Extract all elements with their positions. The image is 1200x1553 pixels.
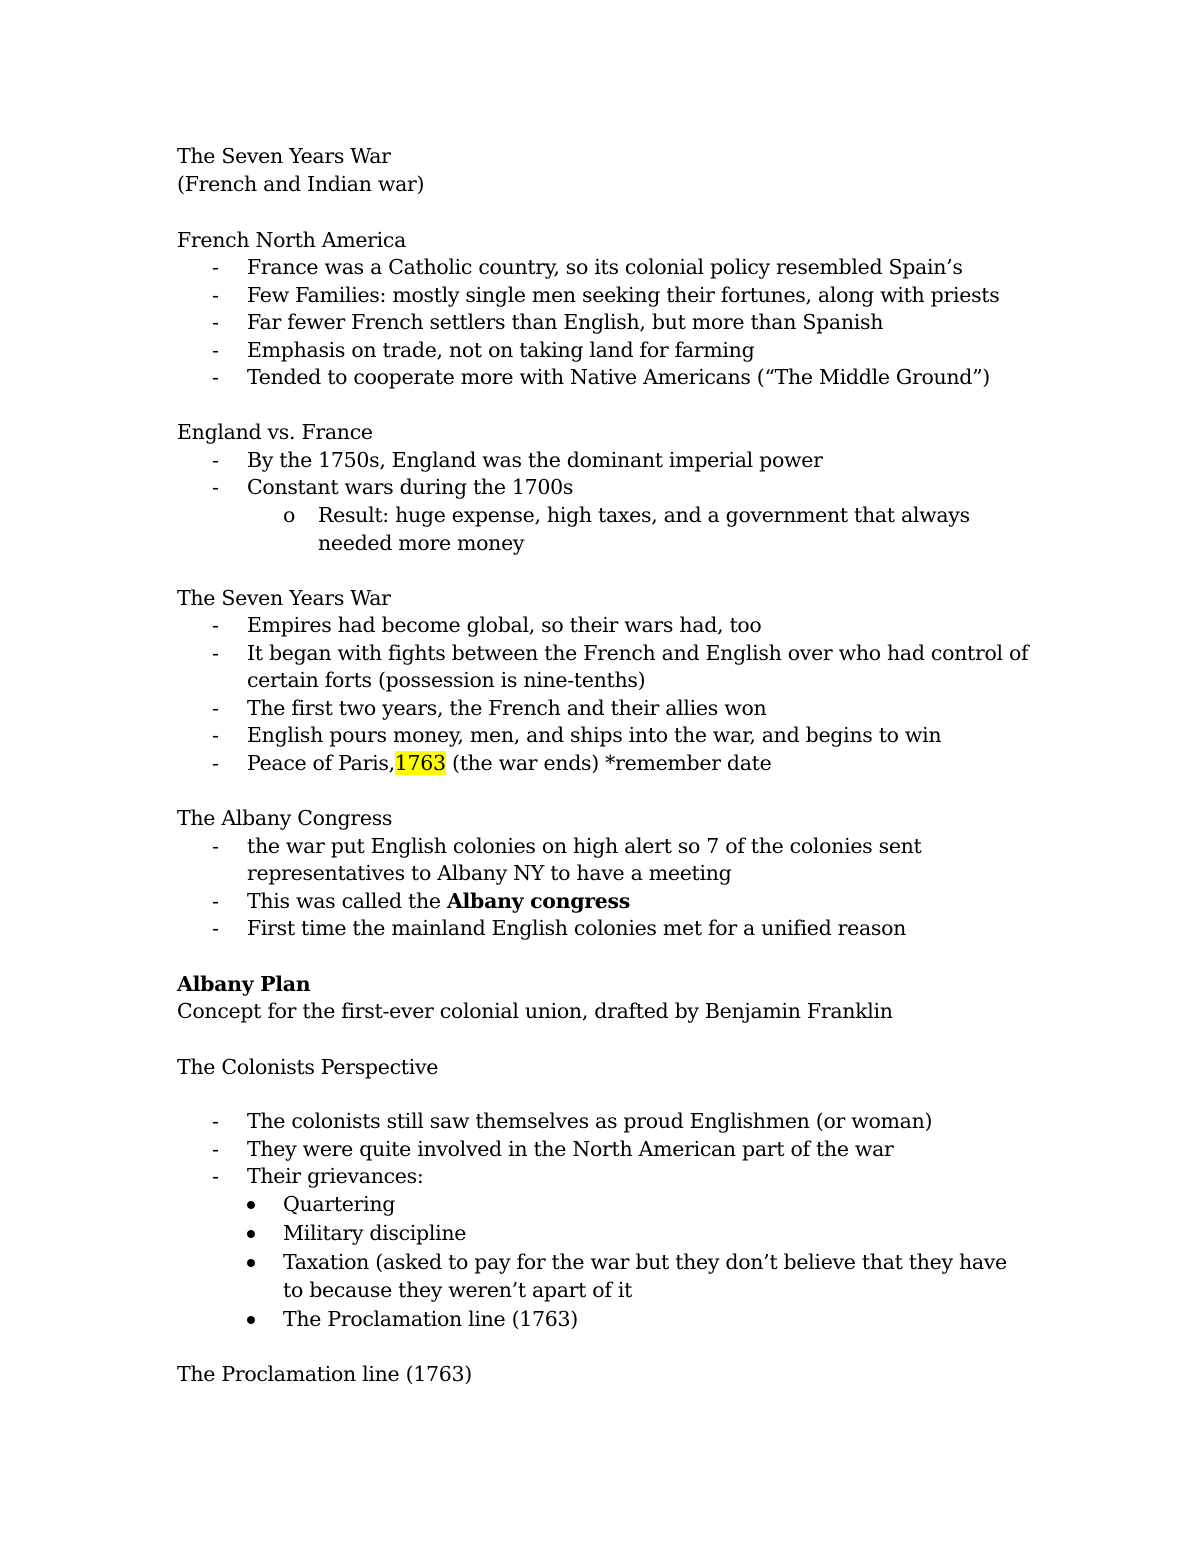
peace-suffix: (the war ends) *remember date xyxy=(445,751,772,775)
dash-marker: - xyxy=(212,834,219,858)
bullet-marker xyxy=(247,1230,255,1238)
section-heading-seven-years-war: The Seven Years War xyxy=(177,586,391,610)
bullet-item-text: Taxation (asked to pay for the war but they don’t believe that they have xyxy=(283,1250,1007,1274)
dash-marker: - xyxy=(212,613,219,637)
bullet-marker xyxy=(247,1201,255,1209)
section-heading-french-north-america: French North America xyxy=(177,228,407,252)
bullet-item-text: The Proclamation line (1763) xyxy=(283,1307,578,1331)
list-item-text xyxy=(247,749,771,777)
dash-marker: - xyxy=(212,1137,219,1161)
list-item-text-continued: representatives to Albany NY to have a meeting xyxy=(247,861,732,885)
dash-marker: - xyxy=(212,1109,219,1133)
dash-marker: - xyxy=(212,1164,219,1188)
list-item-text: Constant wars during the 1700s xyxy=(247,475,574,499)
dash-marker: - xyxy=(212,723,219,747)
bullet-item-text: Military discipline xyxy=(283,1221,467,1245)
list-item-text: Few Families: mostly single men seeking their fortunes, along with priests xyxy=(247,283,1000,307)
bold-term: Albany congress xyxy=(446,889,631,913)
dash-marker: - xyxy=(212,448,219,472)
document-subtitle: (French and Indian war) xyxy=(177,172,425,196)
list-item-text: Empires had become global, so their wars had, too xyxy=(247,613,762,637)
dash-marker: - xyxy=(212,696,219,720)
list-item-text: The first two years, the French and their allies won xyxy=(247,696,767,720)
highlighted-date: 1763 xyxy=(394,751,446,775)
list-item-text: They were quite involved in the North American part of the war xyxy=(247,1137,894,1161)
dash-marker: - xyxy=(212,916,219,940)
list-item-text: Their grievances: xyxy=(247,1164,424,1188)
dash-marker: - xyxy=(212,751,219,775)
circle-marker: o xyxy=(283,503,296,527)
section-heading-colonists-perspective: The Colonists Perspective xyxy=(177,1055,439,1079)
dash-marker: - xyxy=(212,475,219,499)
list-item-text: English pours money, men, and ships into the war, and begins to win xyxy=(247,723,942,747)
dash-marker: - xyxy=(212,338,219,362)
list-item-text: By the 1750s, England was the dominant imperial power xyxy=(247,448,823,472)
list-item-text: Tended to cooperate more with Native Americans (“The Middle Ground”) xyxy=(247,365,991,389)
list-item-text: Emphasis on trade, not on taking land for farming xyxy=(247,338,755,362)
list-item-text xyxy=(247,887,630,915)
bullet-marker xyxy=(247,1259,255,1267)
dash-marker: - xyxy=(212,641,219,665)
section-heading-england-vs-france: England vs. France xyxy=(177,420,373,444)
dash-marker: - xyxy=(212,365,219,389)
list-item-text: Far fewer French settlers than English, but more than Spanish xyxy=(247,310,884,334)
albany-plan-text: Concept for the first-ever colonial union, drafted by Benjamin Franklin xyxy=(177,999,893,1023)
section-heading-proclamation-line: The Proclamation line (1763) xyxy=(177,1362,472,1386)
dash-marker: - xyxy=(212,889,219,913)
dash-marker: - xyxy=(212,283,219,307)
list-item-text: First time the mainland English colonies met for a unified reason xyxy=(247,916,907,940)
called-prefix: This was called the xyxy=(247,889,447,913)
sub-list-item-text-continued: needed more money xyxy=(318,531,525,555)
sub-list-item-text: Result: huge expense, high taxes, and a government that always xyxy=(318,503,970,527)
list-item-text-continued: certain forts (possession is nine-tenths) xyxy=(247,668,646,692)
bullet-item-text-continued: to because they weren’t apart of it xyxy=(283,1278,633,1302)
dash-marker: - xyxy=(212,255,219,279)
list-item-text: It began with fights between the French and English over who had control of xyxy=(247,641,1029,665)
bullet-item-text: Quartering xyxy=(283,1192,396,1216)
list-item-text: France was a Catholic country, so its colonial policy resembled Spain’s xyxy=(247,255,963,279)
list-item-text: the war put English colonies on high alert so 7 of the colonies sent xyxy=(247,834,922,858)
list-item-text: The colonists still saw themselves as proud Englishmen (or woman) xyxy=(247,1109,933,1133)
bullet-marker xyxy=(247,1316,255,1324)
section-heading-albany-plan: Albany Plan xyxy=(177,972,311,996)
document-title: The Seven Years War xyxy=(177,144,391,168)
dash-marker: - xyxy=(212,310,219,334)
peace-prefix: Peace of Paris, xyxy=(247,751,395,775)
section-heading-albany-congress: The Albany Congress xyxy=(177,806,393,830)
